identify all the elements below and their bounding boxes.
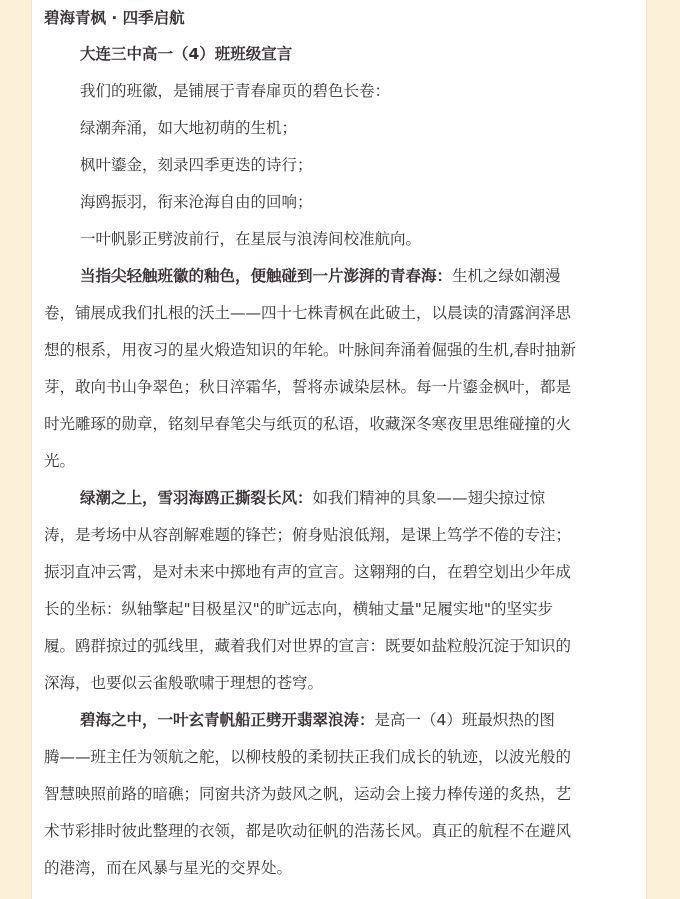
paragraph-line: 想的根系，用夜习的星火煅造知识的年轮。叶脉间奔涌着倔强的生机,春时抽新 xyxy=(44,341,576,359)
left-margin-band xyxy=(0,0,32,899)
document-subtitle: 大连三中高一（4）班班级宣言 xyxy=(80,45,293,63)
document-content xyxy=(44,0,640,887)
paragraph-text: 生机之绿如潮漫 xyxy=(452,267,561,285)
paragraph-line: 芽，敢向书山争翠色；秋日淬霜华，誓将赤诚染层林。每一片鎏金枫叶，都是 xyxy=(44,378,572,396)
paragraph-text: 是高一（4）班最炽热的图 xyxy=(374,711,555,729)
verse-line: 一叶帆影正劈波前行，在星辰与浪涛间校准航向。 xyxy=(80,230,422,248)
verse-line: 我们的班徽，是铺展于青春扉页的碧色长卷： xyxy=(80,82,391,100)
paragraph-line: 术节彩排时彼此整理的衣领，都是吹动征帆的浩荡长风。真正的航程不在避风 xyxy=(44,822,572,840)
paragraph-line: 振羽直冲云霄，是对未来中掷地有声的宣言。这翱翔的白，在碧空划出少年成 xyxy=(44,563,572,581)
right-margin-band xyxy=(646,0,680,899)
paragraph-text: 如我们精神的具象——翅尖掠过惊 xyxy=(312,489,546,507)
paragraph-line: 长的坐标：纵轴擎起"目极星汉"的旷远志向，横轴丈量"足履实地"的坚实步 xyxy=(44,600,554,618)
paragraph-sailboat xyxy=(44,702,640,887)
verse-line: 绿潮奔涌，如大地初萌的生机； xyxy=(80,119,298,137)
paragraph-line: 光。 xyxy=(44,452,76,470)
paragraph-line: 涛，是考场中从容剖解难题的锋芒；俯身贴浪低翔，是课上笃学不倦的专注； xyxy=(44,526,572,544)
paragraph-line: 深海，也要似云雀般歌啸于理想的苍穹。 xyxy=(44,674,324,692)
paragraph-line: 时光雕琢的勋章，铭刻早春笔尖与纸页的私语，收藏深冬寒夜里思维碰撞的火 xyxy=(44,415,572,433)
paragraph-line: 的港湾，而在风暴与星光的交界处。 xyxy=(44,859,293,877)
document-title: 碧海青枫 · 四季启航 xyxy=(44,9,185,27)
paragraph-lead: 当指尖轻触班徽的釉色，便触碰到一片澎湃的青春海： xyxy=(80,267,453,285)
verse-line: 枫叶鎏金，刻录四季更迭的诗行； xyxy=(80,156,313,174)
paragraph-line: 履。鸥群掠过的弧线里，藏着我们对世界的宣言：既要如盐粒般沉淀于知识的 xyxy=(44,637,572,655)
paragraph-line: 智慧映照前路的暗礁；同窗共济为鼓风之帆，运动会上接力棒传递的炙热，艺 xyxy=(44,785,572,803)
verse-line: 海鸥振羽，衔来沧海自由的回响； xyxy=(80,193,313,211)
paragraph-line: 卷，铺展成我们扎根的沃土——四十七株青枫在此破土，以晨读的清露润泽思 xyxy=(44,304,572,322)
paragraph-lead: 绿潮之上，雪羽海鸥正撕裂长风： xyxy=(80,489,313,507)
paragraph-line: 腾——班主任为领航之舵，以柳枝般的柔韧扶正我们成长的轨迹，以波光般的 xyxy=(44,748,572,766)
paragraph-emblem-green xyxy=(44,258,640,480)
document-page xyxy=(32,0,646,899)
paragraph-lead: 碧海之中，一叶玄青帆船正劈开翡翠浪涛： xyxy=(80,711,375,729)
paragraph-seagull xyxy=(44,480,640,702)
